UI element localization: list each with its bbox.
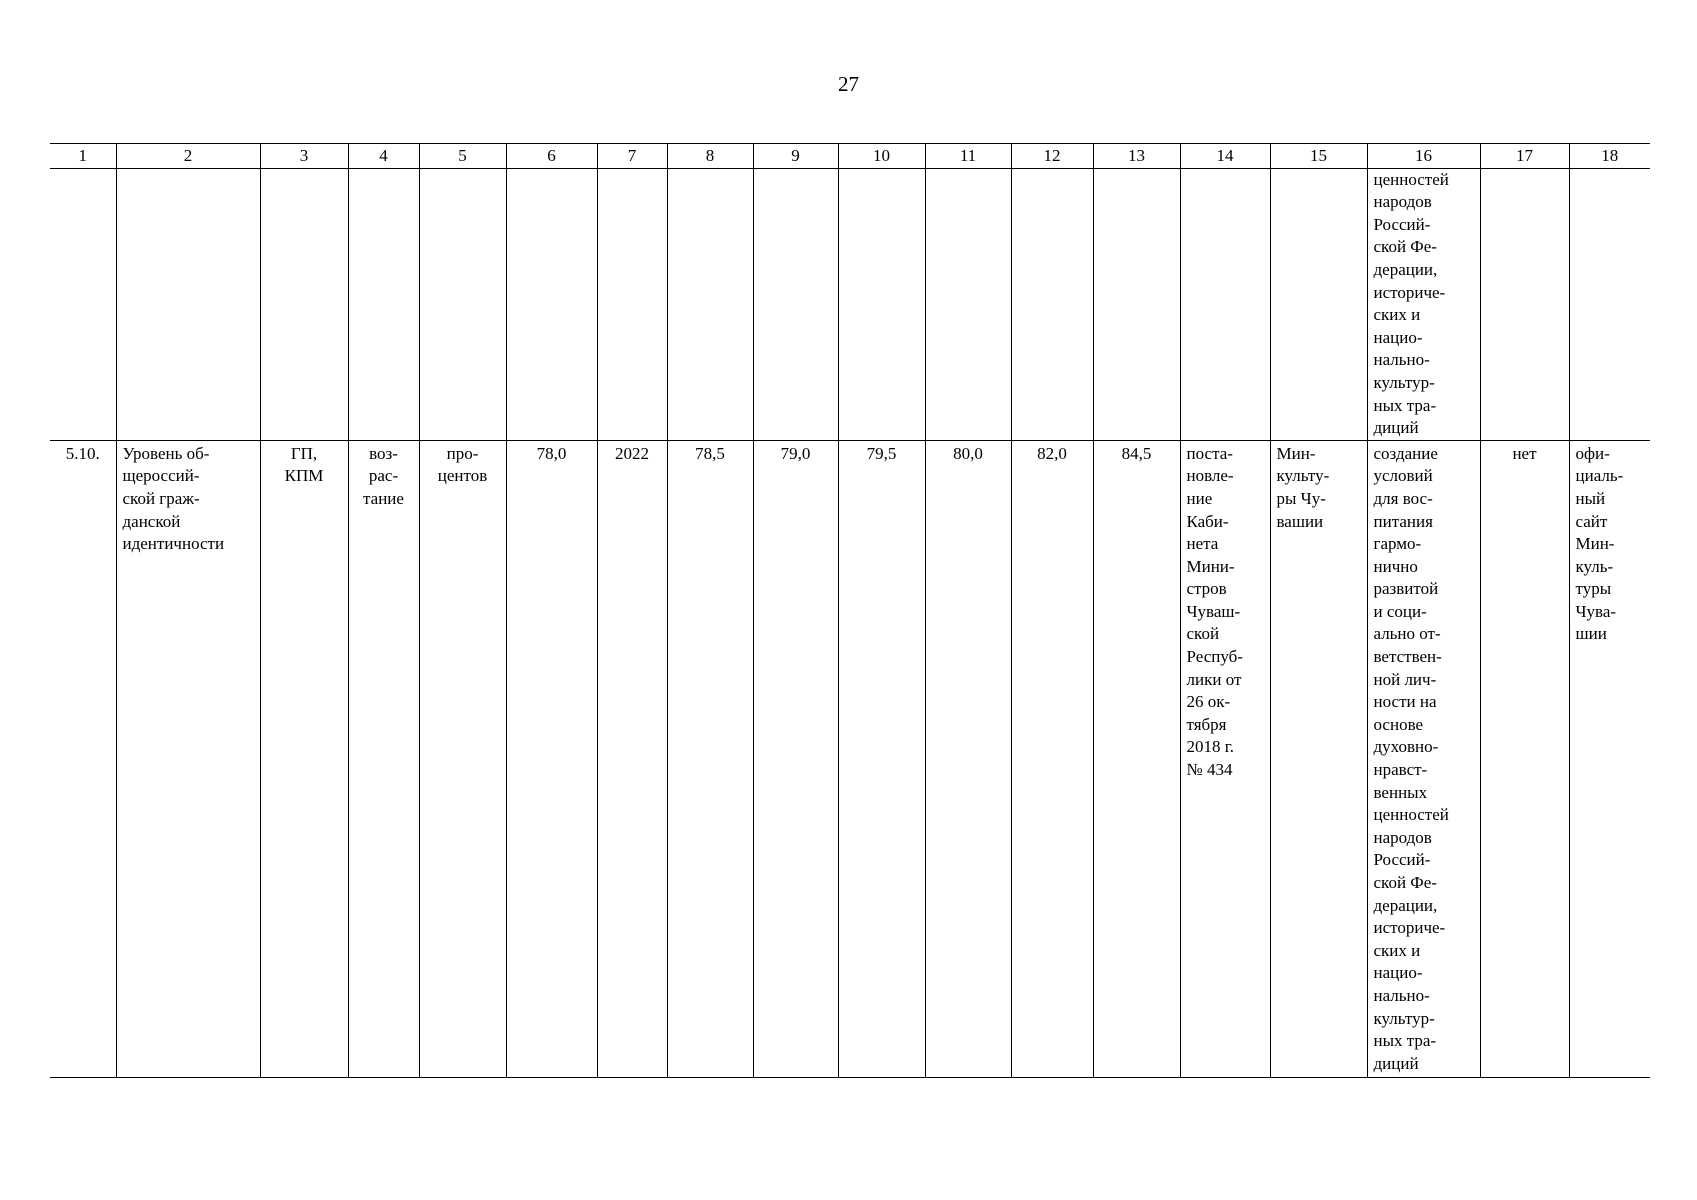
cell-value-9: 79,0 bbox=[753, 440, 838, 1077]
header-cell-8: 8 bbox=[667, 144, 753, 169]
cont-cell-16-goal: ценностей народов Россий- ской Фе- дерации, историче- ских и нацио- нально- культур- ных тра- диций bbox=[1367, 168, 1480, 440]
header-cell-13: 13 bbox=[1093, 144, 1180, 169]
header-cell-1: 1 bbox=[50, 144, 116, 169]
continuation-row bbox=[50, 168, 1650, 440]
cont-cell-10 bbox=[838, 168, 925, 440]
cell-goal: создание условий для вос- питания гармо- нично развитой и соци- ально от- ветствен- ной лич- ности на основе духовно- нравст- венных ценностей народов Россий- ской Фе- дерации, историче- ских и нацио- нально- культур- ных тра- диций bbox=[1367, 440, 1480, 1077]
header-cell-11: 11 bbox=[925, 144, 1011, 169]
cont-cell-17 bbox=[1480, 168, 1569, 440]
header-cell-9: 9 bbox=[753, 144, 838, 169]
cont-cell-11 bbox=[925, 168, 1011, 440]
cont-cell-13 bbox=[1093, 168, 1180, 440]
header-cell-4: 4 bbox=[348, 144, 419, 169]
cell-source: офи- циаль- ный сайт Мин- куль- туры Чува- шии bbox=[1569, 440, 1650, 1077]
cell-direction: воз- рас- тание bbox=[348, 440, 419, 1077]
cont-cell-2 bbox=[116, 168, 260, 440]
table-row-5-10 bbox=[50, 440, 1650, 1077]
cell-value-8: 78,5 bbox=[667, 440, 753, 1077]
header-cell-5: 5 bbox=[419, 144, 506, 169]
header-cell-2: 2 bbox=[116, 144, 260, 169]
header-cell-14: 14 bbox=[1180, 144, 1270, 169]
cell-program-type: ГП, КПМ bbox=[260, 440, 348, 1077]
cell-responsible: Мин- культу- ры Чу- вашии bbox=[1270, 440, 1367, 1077]
cell-base-year: 2022 bbox=[597, 440, 667, 1077]
header-cell-17: 17 bbox=[1480, 144, 1569, 169]
cell-flag: нет bbox=[1480, 440, 1569, 1077]
header-cell-6: 6 bbox=[506, 144, 597, 169]
header-cell-10: 10 bbox=[838, 144, 925, 169]
cell-indicator-name: Уровень об- щероссий- ской граж- данской идентичности bbox=[116, 440, 260, 1077]
header-cell-16: 16 bbox=[1367, 144, 1480, 169]
cont-cell-15 bbox=[1270, 168, 1367, 440]
cont-cell-3 bbox=[260, 168, 348, 440]
cell-value-11: 80,0 bbox=[925, 440, 1011, 1077]
cell-document: поста- новле- ние Каби- нета Мини- стров Чуваш- ской Респуб- лики от 26 ок- тября 2018 г. № 434 bbox=[1180, 440, 1270, 1077]
cell-base-value: 78,0 bbox=[506, 440, 597, 1077]
cell-unit: про- центов bbox=[419, 440, 506, 1077]
cell-value-12: 82,0 bbox=[1011, 440, 1093, 1077]
header-cell-15: 15 bbox=[1270, 144, 1367, 169]
cont-cell-8 bbox=[667, 168, 753, 440]
cell-value-10: 79,5 bbox=[838, 440, 925, 1077]
cont-cell-14 bbox=[1180, 168, 1270, 440]
cont-cell-7 bbox=[597, 168, 667, 440]
header-cell-3: 3 bbox=[260, 144, 348, 169]
cont-cell-18 bbox=[1569, 168, 1650, 440]
cont-cell-9 bbox=[753, 168, 838, 440]
cont-cell-4 bbox=[348, 168, 419, 440]
page-number: 27 bbox=[838, 72, 859, 96]
header-cell-7: 7 bbox=[597, 144, 667, 169]
indicators-table bbox=[50, 143, 1650, 1078]
cont-cell-6 bbox=[506, 168, 597, 440]
header-row bbox=[50, 144, 1650, 169]
header-cell-12: 12 bbox=[1011, 144, 1093, 169]
cell-number: 5.10. bbox=[50, 440, 116, 1077]
header-cell-18: 18 bbox=[1569, 144, 1650, 169]
cont-cell-12 bbox=[1011, 168, 1093, 440]
cont-cell-1 bbox=[50, 168, 116, 440]
cell-value-13: 84,5 bbox=[1093, 440, 1180, 1077]
cont-cell-5 bbox=[419, 168, 506, 440]
